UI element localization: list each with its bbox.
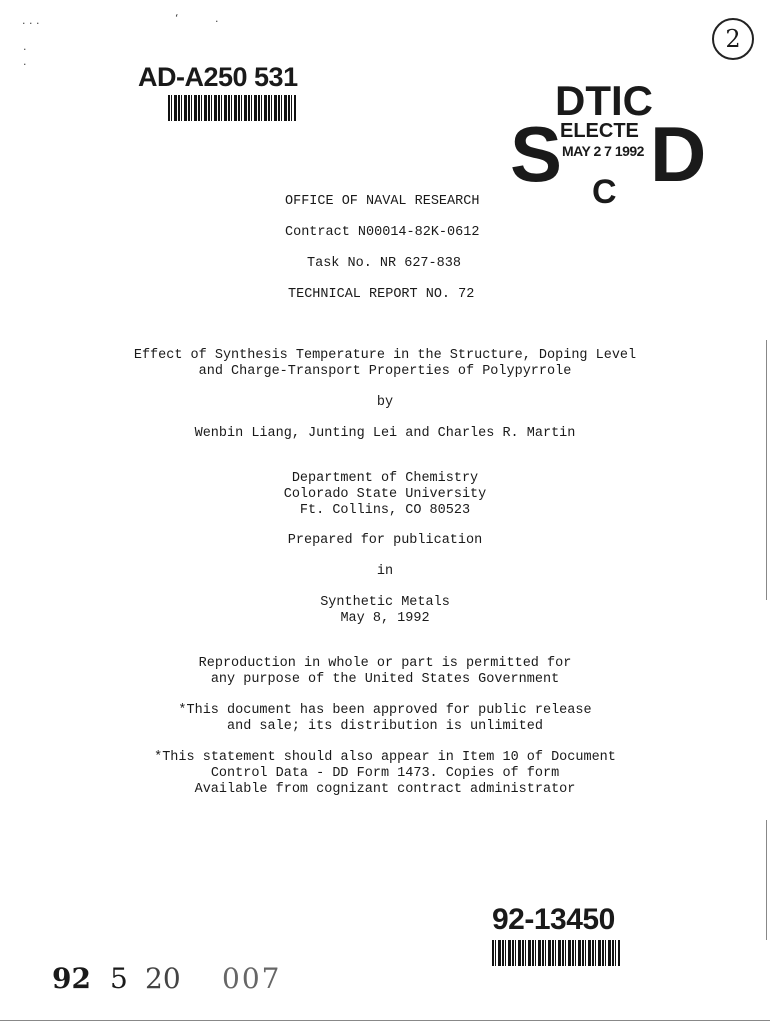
affiliation-line: Colorado State University: [283, 487, 487, 502]
report-number-line: TECHNICAL REPORT NO. 72: [288, 287, 475, 302]
ad-barcode: [168, 95, 296, 121]
statement-notice: [0, 750, 770, 798]
journal-date: May 8, 1992: [340, 611, 430, 626]
notice-line: *This document has been approved for public release: [178, 703, 592, 718]
by-label: by: [376, 395, 394, 410]
ad-number: AD-A250 531: [138, 62, 298, 92]
journal-name: Synthetic Metals: [320, 595, 450, 610]
affiliation-line: Ft. Collins, CO 80523: [299, 503, 471, 518]
handwritten-mark-text: 2: [725, 25, 741, 53]
in-label: in: [376, 564, 394, 579]
scan-edge-line: [766, 820, 767, 940]
stamp-date: MAY 2 7 1992: [562, 143, 644, 159]
document-number: 92-13450: [492, 903, 615, 936]
bottom-stamp-year: 92: [52, 962, 91, 995]
notice-line: any purpose of the United States Government: [210, 672, 560, 687]
contract-line: Contract N00014-82K-0612: [285, 225, 480, 240]
notice-line: Available from cognizant contract administrator: [194, 782, 576, 797]
stamp-letter-c: C: [592, 173, 617, 211]
scan-bottom-line: [0, 1020, 770, 1021]
scan-edge-line: [766, 340, 767, 600]
bottom-stamp-seq: 007: [222, 962, 282, 995]
task-line: Task No. NR 627-838: [307, 256, 461, 271]
notice-line: and sale; its distribution is unlimited: [227, 719, 543, 734]
dtic-stamp: [510, 75, 705, 215]
document-barcode: [492, 940, 620, 966]
dtic-label: DTIC: [555, 77, 653, 124]
title-line: and Charge-Transport Properties of Polypyrrole: [198, 364, 572, 379]
corner-mark-a: ‘: [175, 12, 179, 25]
authors: Wenbin Liang, Junting Lei and Charles R. Martin: [194, 426, 576, 441]
prepared-for: Prepared for publication: [287, 533, 483, 548]
corner-mark-b: .: [215, 12, 219, 25]
office-line: OFFICE OF NAVAL RESEARCH: [285, 194, 480, 209]
corner-mark-d: .: [23, 55, 27, 68]
notice-line: Control Data - DD Form 1473. Copies of form: [210, 766, 560, 781]
notice-line: *This statement should also appear in Item 10 of Document: [154, 750, 616, 765]
title: [0, 348, 770, 380]
reproduction-notice: [0, 656, 770, 688]
stamp-letter-s: S: [510, 110, 563, 198]
notice-line: Reproduction in whole or part is permitted for: [198, 656, 572, 671]
affiliation: [0, 471, 770, 519]
electe-label: ELECTE: [560, 120, 639, 142]
corner-marks-top: . . .: [22, 14, 40, 27]
bottom-stamp-month: 5: [110, 962, 128, 995]
affiliation-line: Department of Chemistry: [291, 471, 479, 486]
stamp-letter-d: D: [650, 110, 707, 198]
bottom-stamp-day: 20: [145, 962, 181, 995]
title-line: Effect of Synthesis Temperature in the Structure, Doping Level: [133, 348, 637, 363]
approval-notice: [0, 703, 770, 735]
journal: [0, 595, 770, 627]
corner-mark-c: .: [23, 40, 27, 53]
handwritten-circled-mark: [712, 18, 754, 60]
